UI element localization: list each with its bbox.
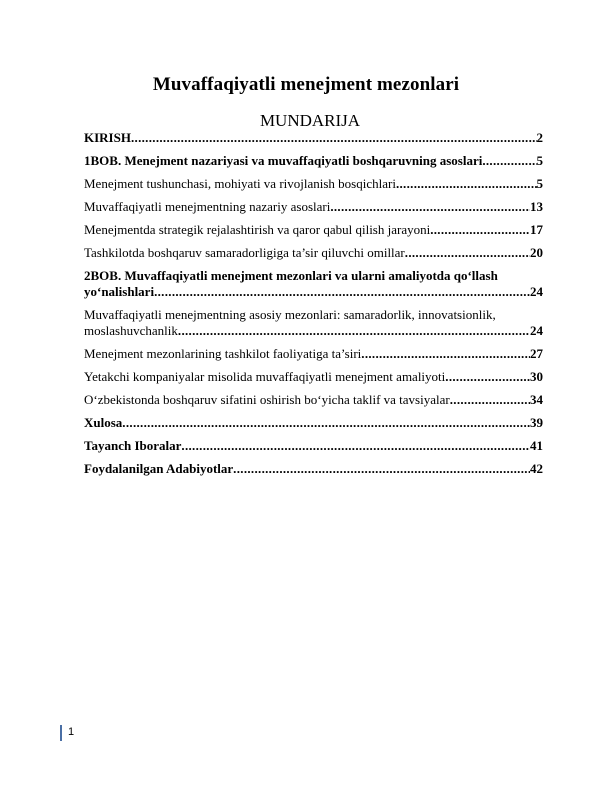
toc-leader-dots xyxy=(233,461,530,477)
toc-entry-page-number: 34 xyxy=(530,392,543,407)
toc-entry-page-number: 5 xyxy=(536,176,543,191)
toc-entry-page-number: 17 xyxy=(530,222,543,237)
toc-entry-page-number: 13 xyxy=(530,199,543,214)
toc-leader-dots xyxy=(330,199,530,215)
toc-entry-text: Menejment tushunchasi, mohiyati va rivojlanish bosqichlari xyxy=(84,176,396,191)
toc-leader-dots xyxy=(445,369,530,385)
toc-entry[interactable] xyxy=(84,153,543,169)
toc-entry-row xyxy=(84,438,543,454)
toc-leader-dots xyxy=(154,284,530,300)
toc-entry[interactable] xyxy=(84,346,543,362)
toc-leader-dots xyxy=(122,415,530,431)
toc-entry-row xyxy=(84,323,543,339)
toc-entry-row xyxy=(84,176,543,192)
toc-entry[interactable] xyxy=(84,461,543,477)
toc-entry-row xyxy=(84,153,543,169)
toc-entry-text: KIRISH xyxy=(84,130,131,145)
toc-entry-text: O‘zbekistonda boshqaruv sifatini oshirish bo‘yicha taklif va tavsiyalar xyxy=(84,392,450,407)
toc-entry-text: yo‘nalishlari xyxy=(84,284,155,299)
toc-entry[interactable] xyxy=(84,245,543,261)
footer-accent-bar xyxy=(60,725,62,741)
toc-entry-text: Xulosa xyxy=(84,415,123,430)
toc-leader-dots xyxy=(178,323,530,339)
toc-entry-page-number: 24 xyxy=(530,323,543,338)
toc-entry-text: Yetakchi kompaniyalar misolida muvaffaqiyatli menejment amaliyoti xyxy=(84,369,446,384)
toc-leader-dots xyxy=(361,346,530,362)
toc-entry-page-number: 30 xyxy=(530,369,543,384)
toc-entry-row xyxy=(84,369,543,385)
toc-entry-text: Muvaffaqiyatli menejmentning nazariy asoslari xyxy=(84,199,331,214)
toc-entry-page-number: 41 xyxy=(530,438,543,453)
toc-entry[interactable] xyxy=(84,415,543,431)
toc-entry-row xyxy=(84,415,543,431)
toc-entry-row xyxy=(84,461,543,477)
toc-entry-text: Tashkilotda boshqaruv samaradorligiga ta’sir qiluvchi omillar xyxy=(84,245,405,260)
toc-entry-text: moslashuvchanlik xyxy=(84,323,178,338)
toc-entry-text: Menejment mezonlarining tashkilot faoliyatiga ta’siri xyxy=(84,346,362,361)
toc-entry-row xyxy=(84,346,543,362)
document-title: Muvaffaqiyatli menejment mezonlari xyxy=(152,74,460,95)
toc-leader-dots xyxy=(450,392,530,408)
toc-entry-row xyxy=(84,245,543,261)
toc-entry[interactable] xyxy=(84,176,543,192)
toc-entry-text: 1BOB. Menejment nazariyasi va muvaffaqiyatli boshqaruvning asoslari xyxy=(84,153,483,168)
toc-entry[interactable] xyxy=(84,369,543,385)
toc-entry-row xyxy=(84,284,543,300)
footer-page-number: 1 xyxy=(68,726,75,738)
toc-leader-dots xyxy=(131,130,537,146)
toc-entry[interactable] xyxy=(84,307,543,339)
toc-entry-page-number: 2 xyxy=(536,130,543,145)
toc-leader-dots xyxy=(430,222,530,238)
toc-entry-text-line1: 2BOB. Muvaffaqiyatli menejment mezonlari va ularni amaliyotda qo‘llash xyxy=(84,268,498,283)
toc-entry-row xyxy=(84,130,543,146)
toc-entry-row xyxy=(84,392,543,408)
toc-entry[interactable] xyxy=(84,438,543,454)
toc-entry[interactable] xyxy=(84,222,543,238)
toc-entry[interactable] xyxy=(84,199,543,215)
toc-entry-page-number: 5 xyxy=(536,153,543,168)
toc-entry-page-number: 27 xyxy=(530,346,543,361)
toc-heading-text: MUNDARIJA xyxy=(259,111,361,130)
toc-entry-page-number: 24 xyxy=(530,284,543,299)
toc-entry-text: Menejmentda strategik rejalashtirish va qaror qabul qilish jarayoni xyxy=(84,222,431,237)
toc-entry-page-number: 39 xyxy=(530,415,543,430)
table-of-contents xyxy=(84,130,543,484)
toc-heading xyxy=(0,111,612,131)
toc-entry-text-line1: Muvaffaqiyatli menejmentning asosiy mezonlari: samaradorlik, innovatsionlik, xyxy=(84,307,496,322)
toc-entry-text: Tayanch Iboralar xyxy=(84,438,182,453)
toc-leader-dots xyxy=(396,176,537,192)
toc-entry-page-number: 20 xyxy=(530,245,543,260)
toc-entry[interactable] xyxy=(84,392,543,408)
toc-entry[interactable] xyxy=(84,268,543,300)
toc-leader-dots xyxy=(405,245,530,261)
toc-leader-dots xyxy=(482,153,536,169)
toc-entry-text: Foydalanilgan Adabiyotlar xyxy=(84,461,234,476)
toc-entry-page-number: 42 xyxy=(530,461,543,476)
toc-entry[interactable] xyxy=(84,130,543,146)
toc-leader-dots xyxy=(181,438,530,454)
toc-entry-row xyxy=(84,199,543,215)
toc-entry-row xyxy=(84,222,543,238)
